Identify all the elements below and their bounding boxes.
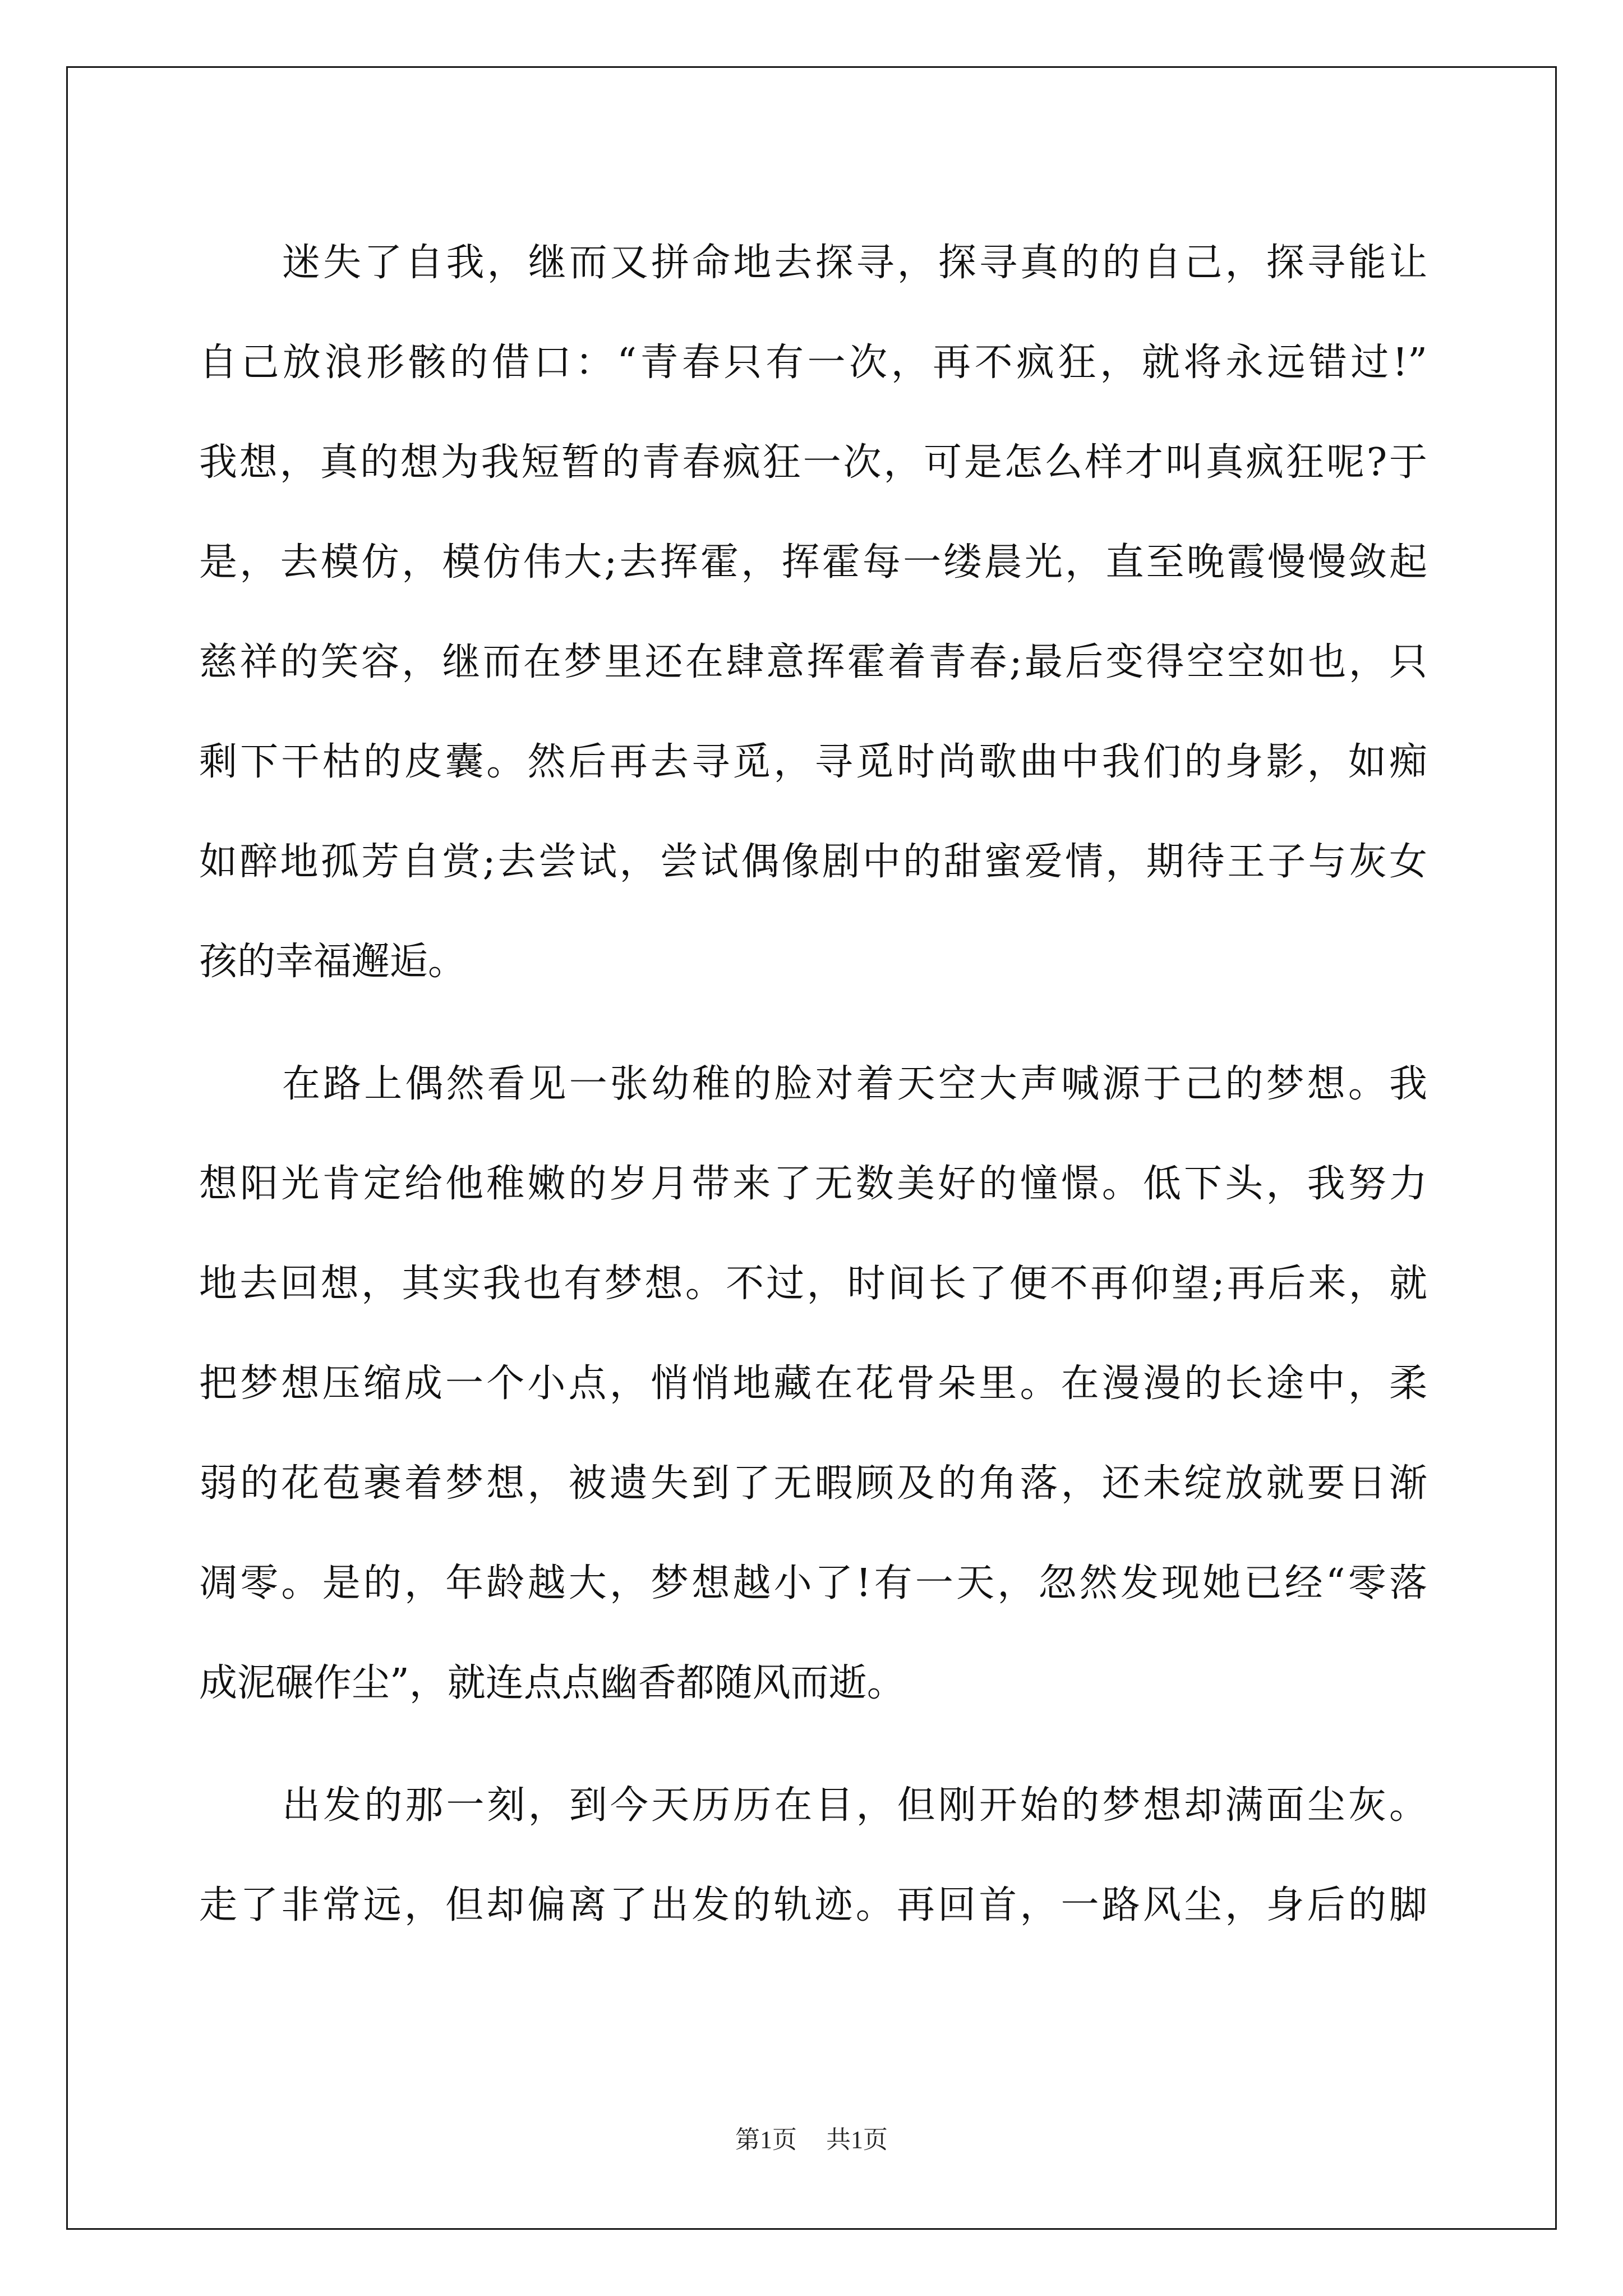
paragraph [199, 213, 1427, 1012]
page-footer [0, 2119, 1623, 2155]
text-line: 自己放浪形骸的借口：“青春只有一次，再不疯狂，就将永远错过!” [199, 341, 1427, 385]
text-line: 凋零。是的，年龄越大，梦想越小了!有一天，忽然发现她已经“零落 [199, 1561, 1427, 1605]
text-line: 在路上偶然看见一张幼稚的脸对着天空大声喊源于己的梦想。我 [282, 1062, 1427, 1106]
text-line: 弱的花苞裹着梦想，被遗失到了无暇顾及的角落，还未绽放就要日渐 [199, 1461, 1427, 1506]
text-line: 孩的幸福邂逅。 [199, 940, 467, 984]
text-line: 走了非常远，但却偏离了出发的轨迹。再回首，一路风尘，身后的脚 [199, 1883, 1427, 1927]
text-line: 想阳光肯定给他稚嫩的岁月带来了无数美好的憧憬。低下头，我努力 [199, 1162, 1427, 1206]
page-number-total: 共1页 [826, 2126, 888, 2154]
text-line: 成泥碾作尘”，就连点点幽香都随风而逝。 [199, 1661, 905, 1705]
text-line: 是，去模仿，模仿伟大;去挥霍，挥霍每一缕晨光，直至晚霞慢慢敛起 [199, 540, 1427, 585]
paragraph [199, 1034, 1427, 1733]
text-line: 剩下干枯的皮囊。然后再去寻觅，寻觅时尚歌曲中我们的身影，如痴 [199, 740, 1427, 784]
paragraph [199, 1756, 1427, 1955]
text-line: 我想，真的想为我短暂的青春疯狂一次，可是怎么样才叫真疯狂呢?于 [199, 440, 1427, 485]
text-line: 迷失了自我，继而又拼命地去探寻，探寻真的的自己，探寻能让 [282, 241, 1427, 285]
text-line: 如醉地孤芳自赏;去尝试，尝试偶像剧中的甜蜜爱情，期待王子与灰女 [199, 840, 1427, 884]
text-line: 慈祥的笑容，继而在梦里还在肆意挥霍着青春;最后变得空空如也，只 [199, 640, 1427, 684]
text-line: 出发的那一刻，到今天历历在目，但刚开始的梦想却满面尘灰。 [282, 1783, 1427, 1828]
document-body [199, 213, 1427, 1955]
text-line: 把梦想压缩成一个小点，悄悄地藏在花骨朵里。在漫漫的长途中，柔 [199, 1361, 1427, 1406]
page-number-current: 第1页 [735, 2126, 797, 2154]
text-line: 地去回想，其实我也有梦想。不过，时间长了便不再仰望;再后来，就 [199, 1262, 1427, 1306]
